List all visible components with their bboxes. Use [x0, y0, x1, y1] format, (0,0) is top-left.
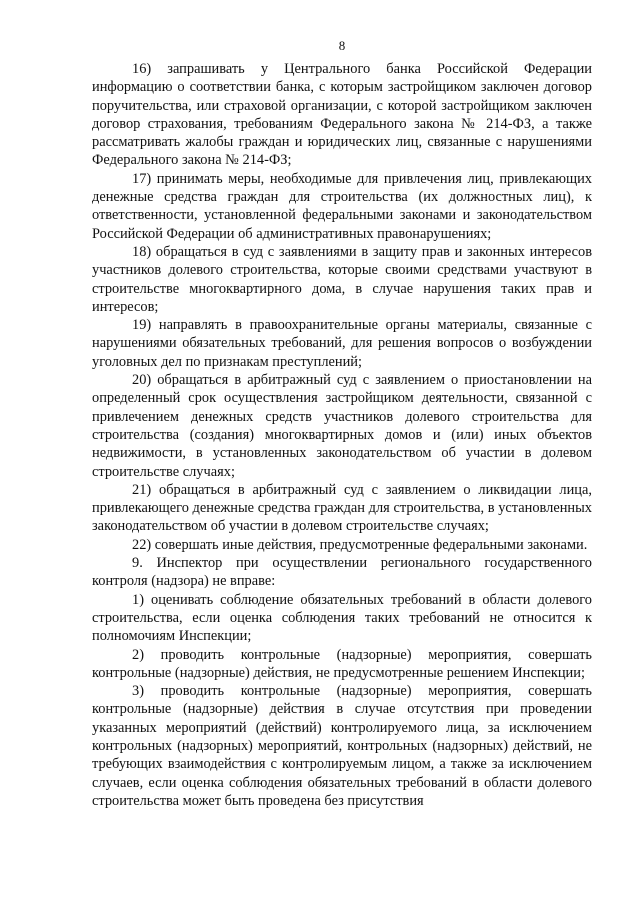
paragraph-item-19: 19) направлять в правоохранительные органы материалы, связанные с нарушениями обязательных требований, для решения вопросов о возбуждении уголовных дел по признакам преступлений;	[92, 317, 592, 370]
document-body	[92, 60, 592, 810]
paragraph-item-16: 16) запрашивать у Центрального банка Российской Федерации информацию о соответствии банка, с которым застройщиком заключен договор поручительства, или страховой организации, с которой застройщиком заключен договор страхования, требованиям Федерального закона № 214-ФЗ, а также рассматривать жалобы граждан и юридических лиц, связанные с нарушениями Федерального закона № 214-ФЗ;	[92, 61, 592, 169]
section-9-heading: 9. Инспектор при осуществлении регионального государственного контроля (надзора) не вправе:	[92, 555, 592, 590]
paragraph-item-18: 18) обращаться в суд с заявлениями в защиту прав и законных интересов участников долевого строительства, которые своими средствами участвуют в строительстве многоквартирного дома, в случае нарушения таких прав и интересов;	[92, 243, 592, 315]
restriction-item-1: 1) оценивать соблюдение обязательных требований в области долевого строительства, если оценка соблюдения таких требований не относится к полномочиям Инспекции;	[92, 591, 592, 645]
restriction-item-2: 2) проводить контрольные (надзорные) мероприятия, совершать контрольные (надзорные) действия, не предусмотренные решением Инспекции;	[92, 646, 592, 681]
restriction-item-3: 3) проводить контрольные (надзорные) мероприятия, совершать контрольные (надзорные) действия в случае отсутствия при проведении указанных мероприятий (действий) контролируемого лица, за исключением контрольных (надзорных) мероприятий, контрольных (надзорных) действий, не требующих взаимодействия с контролируемым лицом, а также за исключением случаев, если оценка соблюдения обязательных требований в области долевого строительства может быть проведена без присутствия	[92, 683, 592, 809]
paragraph-item-20: 20) обращаться в арбитражный суд с заявлением о приостановлении на определенный срок осуществления застройщиком деятельности, связанной с привлечением денежных средств участников долевого строительства для строительства (создания) многоквартирных домов и (или) иных объектов недвижимости, в установленных законодательством об участии в долевом строительстве случаях;	[92, 372, 592, 480]
paragraph-item-22: 22) совершать иные действия, предусмотренные федеральными законами.	[132, 536, 588, 553]
paragraph-item-21: 21) обращаться в арбитражный суд с заявлением о ликвидации лица, привлекающего денежные средства граждан для строительства, в установленных законодательством об участии в долевом строительстве случаях;	[92, 481, 592, 535]
paragraph-item-17: 17) принимать меры, необходимые для привлечения лиц, привлекающих денежные средства граждан для строительства (их должностных лиц), к ответственности, установленной федеральными законами и законодательством Российской Федерации об административных правонарушениях;	[92, 170, 592, 242]
page-number: 8	[338, 38, 346, 53]
